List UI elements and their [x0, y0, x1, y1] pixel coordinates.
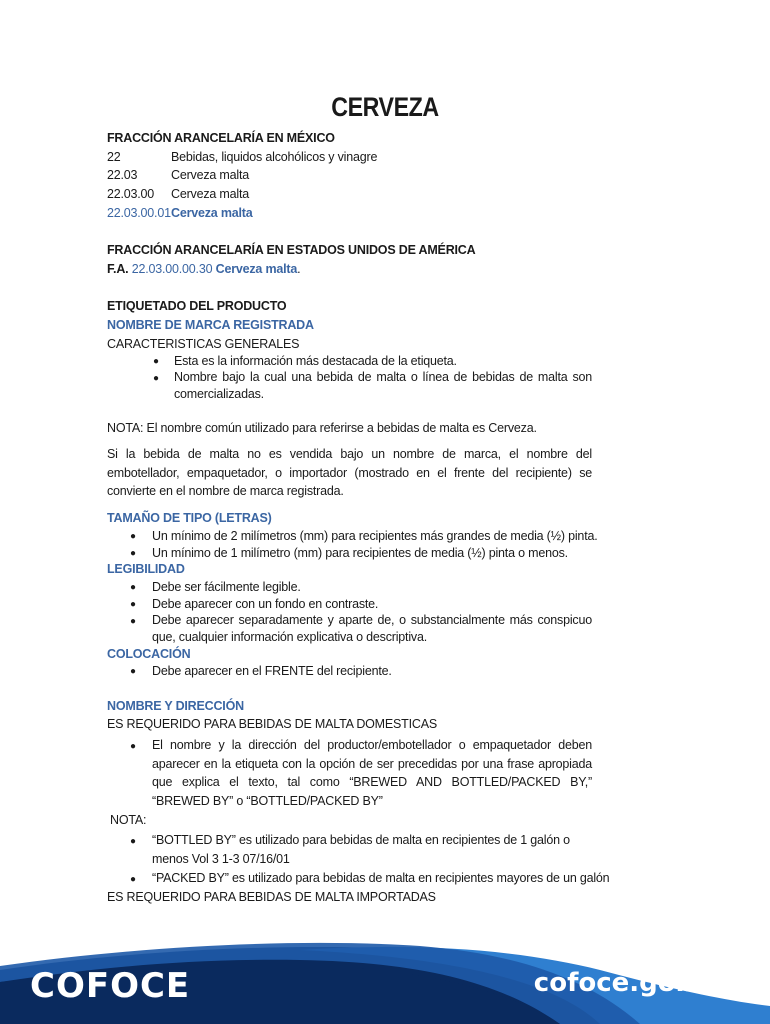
mx-code: 22 [107, 150, 121, 164]
us-tariff-line [107, 261, 300, 277]
cofoce-logo: COFOCE [30, 966, 191, 1006]
us-code: 22.03.00.00.30 [131, 262, 213, 276]
bullet-icon: ● [130, 666, 137, 677]
domestic-heading: ES REQUERIDO PARA BEBIDAS DE MALTA DOMESTICAS [107, 717, 437, 731]
list-item: Nombre bajo la cual una bebida de malta o línea de bebidas de malta son comercializadas. [174, 370, 592, 401]
general-heading: CARACTERISTICAS GENERALES [107, 337, 300, 351]
list-item: Debe ser fácilmente legible. [152, 580, 301, 594]
mx-code: 22.03 [107, 168, 138, 182]
bullet-icon: ● [130, 616, 137, 627]
us-desc: Cerveza malta [215, 262, 298, 276]
bullet-icon: ● [130, 582, 137, 593]
imported-heading: ES REQUERIDO PARA BEBIDAS DE MALTA IMPORTADAS [107, 890, 436, 904]
legibility-heading: LEGIBILIDAD [107, 562, 185, 576]
brand-heading: NOMBRE DE MARCA REGISTRADA [107, 318, 314, 332]
label-heading: ETIQUETADO DEL PRODUCTO [107, 299, 287, 313]
nota-heading: NOTA: [110, 813, 147, 827]
bullet-icon: ● [130, 741, 137, 752]
mx-desc: Cerveza malta [171, 187, 249, 201]
list-item: Debe aparecer separadamente y aparte de, o substancialmente más conspicuo que, cualquier información explicativa o descriptiva. [152, 613, 592, 644]
brand-paragraph: Si la bebida de malta no es vendida bajo un nombre de marca, el nombre del embotellador, empaquetador, o importador (mostrado en el frente del recipiente) se convierte en el nombre de marca registrada. [107, 447, 592, 498]
mx-code: 22.03.00.01 [107, 206, 171, 220]
mx-desc: Cerveza malta [171, 168, 249, 182]
list-item: Un mínimo de 1 milímetro (mm) para recipientes de media (½) pinta o menos. [152, 546, 568, 560]
us-period: . [297, 262, 301, 276]
bullet-icon: ● [153, 356, 160, 367]
list-item: Debe aparecer en el FRENTE del recipiente. [152, 664, 392, 678]
list-item: El nombre y la dirección del productor/embotellador o empaquetador deben aparecer en la etiqueta con la opción de ser precedidas por una frase apropiada que explica el texto, tal como “BREWED AND BOTTLED/PACKED BY,” “BREWED BY” o “BOTTLED/PACKED BY” [152, 738, 592, 808]
list-item: Esta es la información más destacada de la etiqueta. [174, 354, 457, 368]
nota-line [107, 420, 537, 436]
list-item: “BOTTLED BY” es utilizado para bebidas de malta en recipientes de 1 galón o menos Vol 3 1-3 07/16/01 [152, 833, 570, 866]
mx-desc: Cerveza malta [171, 206, 253, 220]
website-link[interactable]: cofoce.gob.mx [533, 968, 748, 998]
mx-heading: FRACCIÓN ARANCELARÍA EN MÉXICO [107, 131, 335, 145]
nota-label: NOTA: [107, 421, 144, 435]
bullet-icon: ● [130, 599, 137, 610]
page-title: CERVEZA [331, 92, 439, 122]
us-prefix: F.A. [107, 262, 129, 276]
list-item: “PACKED BY” es utilizado para bebidas de malta en recipientes mayores de un galón [152, 871, 610, 885]
us-heading: FRACCIÓN ARANCELARÍA EN ESTADOS UNIDOS DE AMÉRICA [107, 243, 476, 257]
list-item: Debe aparecer con un fondo en contraste. [152, 597, 379, 611]
bullet-icon: ● [130, 531, 137, 542]
bullet-icon: ● [130, 836, 137, 847]
bullet-icon: ● [130, 548, 137, 559]
size-heading: TAMAÑO DE TIPO (LETRAS) [107, 511, 272, 525]
address-heading: NOMBRE Y DIRECCIÓN [107, 699, 244, 713]
placement-heading: COLOCACIÓN [107, 647, 191, 661]
bullet-icon: ● [130, 874, 137, 885]
bullet-icon: ● [153, 373, 160, 384]
list-item: Un mínimo de 2 milímetros (mm) para recipientes más grandes de media (½) pinta. [152, 529, 598, 543]
mx-desc: Bebidas, liquidos alcohólicos y vinagre [171, 150, 378, 164]
mx-code: 22.03.00 [107, 187, 155, 201]
nota-text: El nombre común utilizado para referirse a bebidas de malta es Cerveza. [143, 421, 537, 435]
